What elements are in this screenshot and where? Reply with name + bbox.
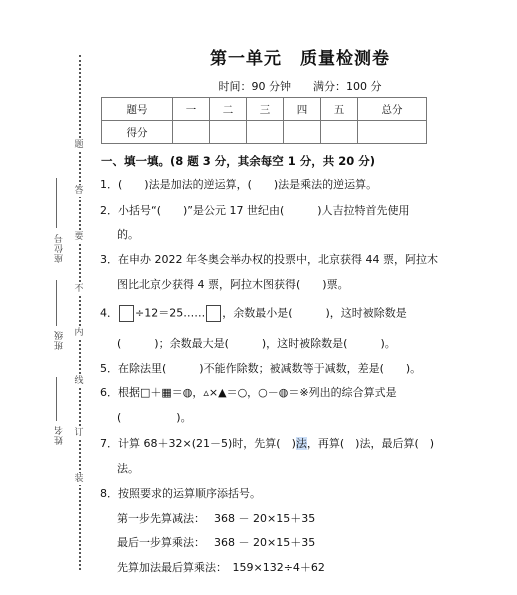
header-cell: 一	[173, 98, 210, 121]
seat-number-blank	[56, 178, 57, 228]
question-1: 1．( )法是加法的逆运算，( )法是乘法的逆运算。	[100, 178, 378, 191]
margin-char: 不	[74, 284, 84, 294]
section-heading: 一、填一填。(8 题 3 分，其余每空 1 分，共 20 分)	[101, 154, 376, 168]
question-3-line-2: 图比北京少获得 4 票，阿拉木图获得( )票。	[117, 278, 349, 291]
score-cell[interactable]	[321, 121, 358, 144]
name-label: 姓名	[55, 425, 65, 445]
score-row-label: 得分	[102, 121, 173, 144]
score-cell[interactable]	[210, 121, 247, 144]
blank-box[interactable]	[206, 305, 221, 322]
class-blank	[56, 280, 57, 326]
score-cell[interactable]	[284, 121, 321, 144]
question-2-line-1: 2．小括号“( )”是公元 17 世纪由( )人吉拉特首先使用	[100, 204, 410, 217]
question-7-text-a: 7．计算 68＋32×(21－5)时，先算( )	[100, 437, 296, 450]
question-8-item-3: 先算加法最后算乘法： 159×132÷4＋62	[117, 561, 325, 574]
margin-char: 订	[74, 428, 84, 438]
exam-info: 时间：90 分钟 满分：100 分	[218, 80, 382, 93]
score-cell[interactable]	[247, 121, 284, 144]
header-cell: 题号	[102, 98, 173, 121]
margin-char: 要	[74, 232, 84, 242]
margin-char: 装	[74, 474, 84, 484]
question-4-line-1	[100, 305, 407, 322]
question-4-expr: ÷12＝25……	[135, 306, 206, 320]
header-cell: 总分	[358, 98, 427, 121]
class-label: 班级	[55, 330, 65, 350]
binding-margin	[0, 0, 95, 595]
score-table-score-row	[102, 121, 427, 144]
name-blank	[56, 377, 57, 421]
question-3-line-1: 3．在申办 2022 年冬奥会举办权的投票中，北京获得 44 票，阿拉木	[100, 253, 438, 266]
question-7-line-1	[100, 436, 434, 451]
question-5: 5．在除法里( )不能作除数；被减数等于减数，差是( )。	[100, 362, 422, 375]
margin-char: 题	[74, 140, 84, 150]
score-cell[interactable]	[358, 121, 427, 144]
margin-char: 答	[74, 186, 84, 196]
header-cell: 二	[210, 98, 247, 121]
highlighted-text: 法	[295, 437, 307, 450]
blank-box[interactable]	[119, 305, 134, 322]
question-4-line-2: ( )；余数最大是( )，这时被除数是( )。	[117, 337, 396, 350]
score-table	[101, 97, 427, 144]
binding-dotted-line	[79, 55, 81, 570]
page-title: 第一单元 质量检测卷	[210, 49, 390, 69]
margin-char: 内	[74, 328, 84, 338]
question-6-line-1: 6．根据□＋▦＝◍，▵×▲＝○，○－◍＝※列出的综合算式是	[100, 386, 397, 399]
question-8-item-2: 最后一步算乘法： 368 － 20×15＋35	[117, 536, 316, 549]
header-cell: 五	[321, 98, 358, 121]
header-cell: 三	[247, 98, 284, 121]
question-8: 8．按照要求的运算顺序添括号。	[100, 487, 261, 500]
question-4-text: ，余数最小是( )，这时被除数是	[222, 306, 407, 320]
question-4-number: 4．	[100, 306, 118, 320]
question-2-line-2: 的。	[117, 228, 139, 241]
header-cell: 四	[284, 98, 321, 121]
question-7-text-b: ，再算( )法，最后算( )	[306, 437, 435, 450]
score-table-header-row	[102, 98, 427, 121]
seat-number-label: 座位号	[55, 233, 65, 263]
question-7-line-2: 法。	[117, 462, 139, 475]
question-6-line-2: ( )。	[117, 411, 192, 424]
score-cell[interactable]	[173, 121, 210, 144]
margin-char: 线	[74, 376, 84, 386]
question-8-item-1: 第一步先算减法： 368 － 20×15＋35	[117, 512, 316, 525]
